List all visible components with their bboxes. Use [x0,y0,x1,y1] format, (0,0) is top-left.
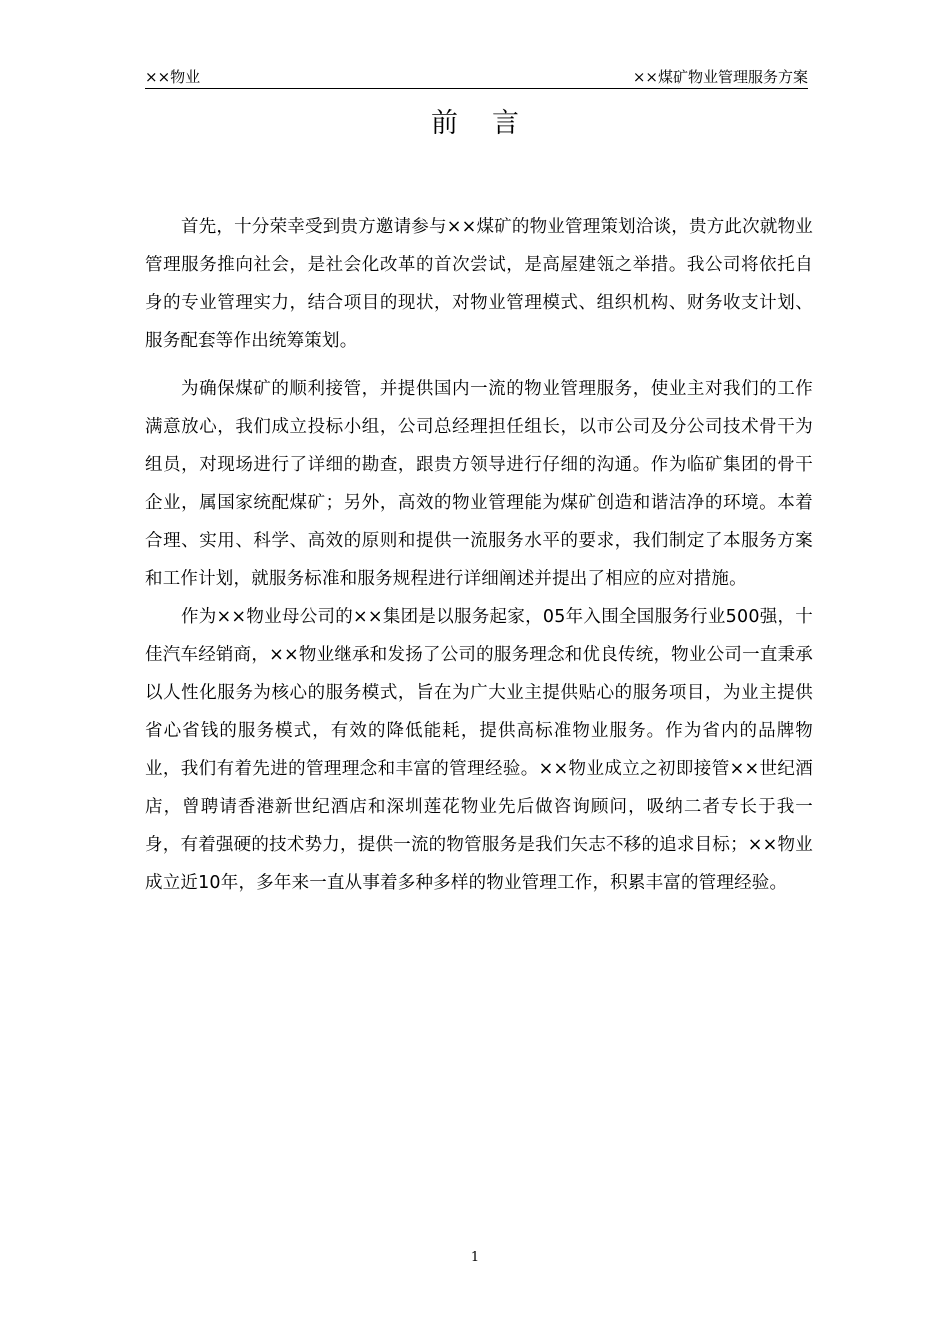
page-header [145,66,808,89]
page-number: 1 [470,1250,480,1265]
page-title: 前言 [431,108,553,139]
paragraph-3: 作为××物业母公司的××集团是以服务起家，05年入围全国服务行业500强，十佳汽车经销商，××物业继承和发扬了公司的服务理念和优良传统，物业公司一直秉承以人性化服务为核心的服务模式，旨在为广大业主提供贴心的服务项目，为业主提供省心省钱的服务模式，有效的降低能耗，提供高标准物业服务。作为省内的品牌物业，我们有着先进的管理理念和丰富的管理经验。××物业成立之初即接管××世纪酒店，曾聘请香港新世纪酒店和深圳莲花物业先后做咨询顾问，吸纳二者专长于我一身，有着强硬的技术势力，提供一流的物管服务是我们矢志不移的追求目标；××物业成立近10年，多年来一直从事着多种多样的物业管理工作，积累丰富的管理经验。 [145,607,813,893]
paragraph-1: 首先，十分荣幸受到贵方邀请参与××煤矿的物业管理策划洽谈，贵方此次就物业管理服务推向社会，是社会化改革的首次尝试，是高屋建瓴之举措。我公司将依托自身的专业管理实力，结合项目的现状，对物业管理模式、组织机构、财务收支计划、服务配套等作出统筹策划。 [145,217,813,351]
header-document-title: ××煤矿物业管理服务方案 [632,68,808,86]
paragraph-2: 为确保煤矿的顺利接管，并提供国内一流的物业管理服务，使业主对我们的工作满意放心，我们成立投标小组，公司总经理担任组长，以市公司及分公司技术骨干为组员，对现场进行了详细的勘查，跟贵方领导进行仔细的沟通。作为临矿集团的骨干企业，属国家统配煤矿；另外，高效的物业管理能为煤矿创造和谐洁净的环境。本着合理、实用、科学、高效的原则和提供一流服务水平的要求，我们制定了本服务方案和工作计划，就服务标准和服务规程进行详细阐述并提出了相应的应对措施。 [145,379,813,589]
document-body [145,208,813,902]
header-company-name: ××物业 [145,68,201,86]
